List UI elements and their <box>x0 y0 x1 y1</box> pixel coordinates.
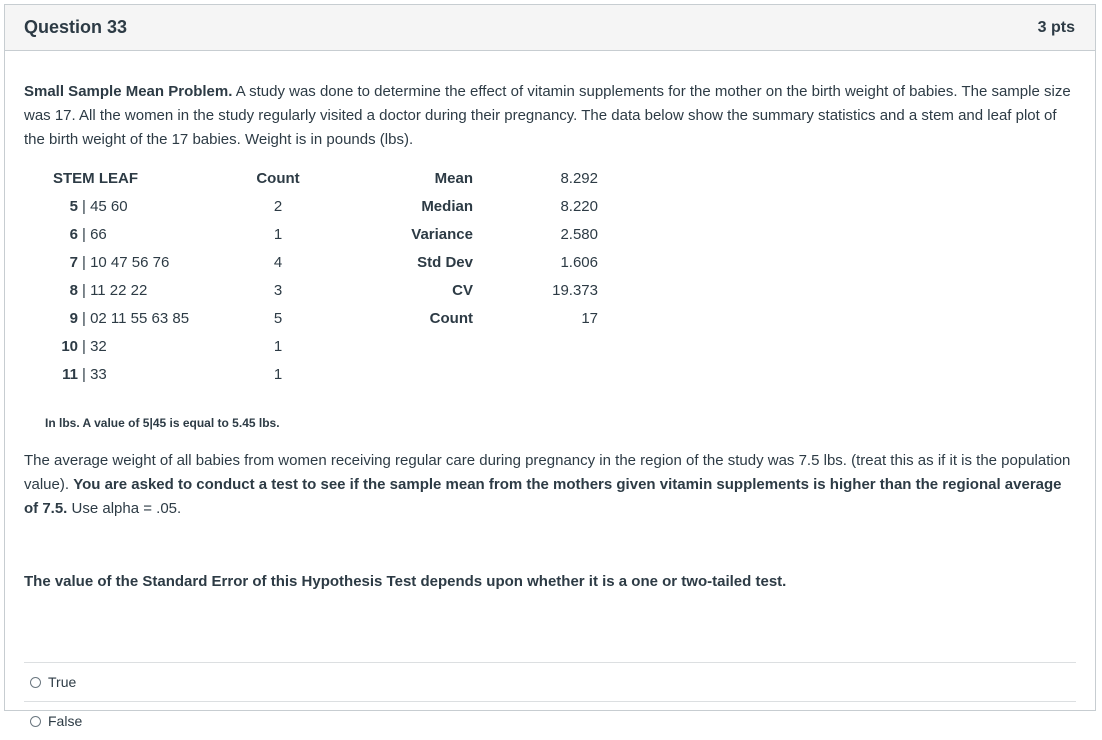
stem-leaf-header: STEM LEAF <box>53 170 138 187</box>
leaf: | 02 11 55 63 85 <box>82 310 190 327</box>
intro-text: A study was done to determine the effect of vitamin supplements for the mother on the birth weight of babies. The sample size was 17. All the women in the study regularly visited a doctor during their pregnancy. The data below show the summary statistics and a stem and leaf plot of the birth weight of the 17 babies. Weight is in pounds (lbs). <box>24 83 1071 148</box>
context-paragraph <box>24 449 1076 521</box>
intro-paragraph <box>24 80 1076 152</box>
count: 1 <box>273 366 283 383</box>
context-bold: You are asked to conduct a test to see if the sample mean from the mothers given vitamin supplements is higher than the regional average of 7.5. <box>24 476 1062 517</box>
leaf: | 45 60 <box>82 198 128 215</box>
stat-label: Median <box>421 198 473 215</box>
stat-label: Mean <box>434 170 473 187</box>
stat-label: CV <box>452 282 473 299</box>
leaf: | 10 47 56 76 <box>82 254 170 271</box>
question-points: 3 pts <box>1037 18 1075 36</box>
question-prompt: The value of the Standard Error of this Hypothesis Test depends upon whether it is a one or two-tailed test. <box>24 573 787 590</box>
stem: 8 <box>69 282 78 299</box>
stem: 11 <box>62 366 78 383</box>
count: 5 <box>273 310 283 327</box>
stat-value: 19.373 <box>552 282 598 299</box>
leaf: | 32 <box>82 338 107 355</box>
stem: 7 <box>69 254 78 271</box>
context-tail: Use alpha = .05. <box>67 500 182 517</box>
leaf: | 11 22 22 <box>82 282 148 299</box>
stem: 6 <box>69 226 78 243</box>
context-text: The average weight of all babies from women receiving regular care during pregnancy in the region of the study was 7.5 lbs. (treat this as if it is the population value). <box>24 452 1071 493</box>
table-note: In lbs. A value of 5|45 is equal to 5.45 lbs. <box>45 416 280 430</box>
answer-label: False <box>48 713 83 729</box>
count: 1 <box>273 226 283 243</box>
stat-label: Count <box>429 310 473 327</box>
stat-value: 8.292 <box>560 170 598 187</box>
count: 2 <box>273 198 283 215</box>
stat-value: 17 <box>581 310 598 327</box>
stem: 5 <box>69 198 78 215</box>
count: 1 <box>273 338 283 355</box>
stat-value: 8.220 <box>560 198 598 215</box>
answer-true[interactable] <box>24 662 1076 701</box>
radio-circle-icon[interactable] <box>30 677 41 688</box>
leaf: | 33 <box>82 366 107 383</box>
answer-false[interactable] <box>24 701 1076 740</box>
radio-circle-icon[interactable] <box>30 716 41 727</box>
question-header <box>5 5 1095 51</box>
stat-label: Std Dev <box>417 254 473 271</box>
answer-list <box>24 662 1076 740</box>
stem: 10 <box>61 338 78 355</box>
question-card <box>4 4 1096 729</box>
leaf: | 66 <box>82 226 107 243</box>
count: 4 <box>273 254 283 271</box>
stat-label: Variance <box>411 226 473 243</box>
stem: 9 <box>69 310 78 327</box>
count-header: Count <box>256 170 300 187</box>
stat-value: 1.606 <box>560 254 598 271</box>
stat-value: 2.580 <box>560 226 598 243</box>
answer-label: True <box>48 674 77 690</box>
count: 3 <box>273 282 283 299</box>
intro-lead: Small Sample Mean Problem. <box>24 83 233 100</box>
question-title: Question 33 <box>24 17 128 37</box>
